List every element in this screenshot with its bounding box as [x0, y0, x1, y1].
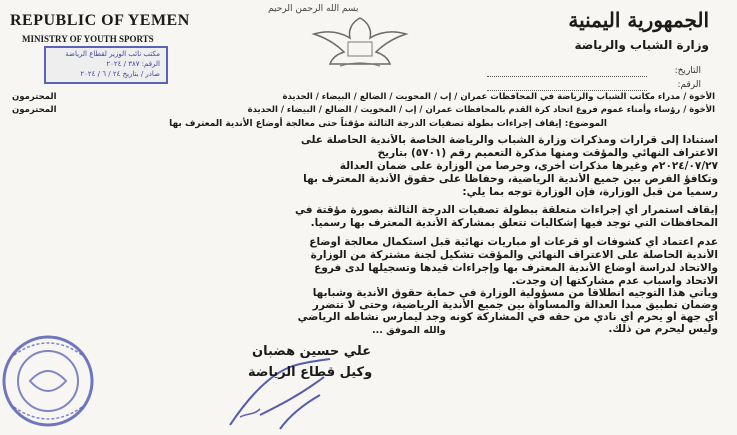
- addressee-row-2: [12, 105, 715, 115]
- number-line: [487, 90, 647, 91]
- signatory-name: علي حسين هضبان: [252, 344, 372, 359]
- official-seal-icon: [0, 325, 105, 433]
- body-line: إيقاف استمرار أي إجراءات متعلقة ببطولة تصفيات الدرجة الثالثة بصورة مؤقتة في: [295, 204, 718, 216]
- basmala: بسم الله الرحمن الرحيم: [268, 4, 359, 14]
- addressee-1-honorific: المحترمون: [12, 92, 57, 102]
- stamp-line-1: مكتب نائب الوزير لقطاع الرياضة: [65, 50, 160, 58]
- subject-line: الموضوع: إيقاف إجراءات بطولة تصفيات الدرجة الثالثة مؤقتاً حتى معالجة أوضاع الأندية المعترف بها: [169, 119, 607, 129]
- body-line: ٢٠٢٤/٠٧/٢٧م وغيرها مذكرات أخرى، وحرصاً من الوزارة على ضمان العدالة: [339, 160, 718, 172]
- body-line: الاتحاد وأسباب عدم مشاركتها إن وجدت.: [511, 275, 718, 287]
- body-line: الأندية الحاصلة على الاعتراف النهائي والمؤقت تشكيل لجنة مشتركة من الوزارة: [310, 249, 718, 261]
- body-line: رسمياً من قبل الوزارة، فإن الوزارة توجه بما يلي:: [462, 186, 718, 198]
- english-ministry-title: MINISTRY OF YOUTH SPORTS: [22, 34, 154, 44]
- addressee-2-honorific: المحترمون: [12, 105, 57, 115]
- body-line: وتكافؤ الفرص بين جميع الأندية الرياضية، وحفاظاً على حقوق الأندية المعترف بها: [303, 173, 718, 185]
- body-line: وليس ليحرم من ذلك.: [608, 323, 718, 335]
- body-line: أي جهة أو يحرم أي نادي من حقه في المشاركة كونه وجد ليمارس نشاطه الرياضي: [297, 311, 718, 323]
- body-line: المحافظات التي توجد فيها إشكاليات تتعلق بمشاركة الأندية المعترف بها رسمياً.: [310, 217, 718, 229]
- addressee-row-1: [12, 92, 715, 102]
- body-line: عدم اعتماد أي كشوفات أو قرعات أو مباريات نهائية قبل استكمال معالجة أوضاع: [309, 236, 718, 248]
- english-country-title: REPUBLIC OF YEMEN: [10, 12, 190, 29]
- number-label: الرقم:: [677, 80, 701, 90]
- arabic-country-title: الجمهورية اليمنية: [568, 8, 709, 32]
- eagle-emblem-icon: [300, 12, 420, 70]
- closing-phrase: والله الموفق ...: [372, 325, 446, 336]
- stamp-line-3: صادر / بتاريخ ٢٤ / ٦ / ٢٠٢٤: [80, 70, 160, 78]
- date-line: [487, 76, 647, 77]
- stamp-line-2: الرقم: ٣٨٧ / ٢٠٢٤: [106, 60, 160, 68]
- body-line: استناداً إلى قرارات ومذكرات وزارة الشباب والرياضة الخاصة بالأندية الحاصلة على: [300, 134, 718, 146]
- addressee-2-text: الأخوة / رؤساء وأمناء عموم فروع اتحاد كرة القدم بالمحافظات عمران / إب / المحويت / الضالع / البيضاء / الحديدة: [247, 105, 715, 115]
- body-line: وضمان تطبيق مبدأ العدالة والمساواة بين جميع الأندية الرياضية، وحتى لا تتضرر: [312, 299, 718, 311]
- date-label: التاريخ:: [674, 66, 701, 76]
- body-line: الاعتراف النهائي والمؤقت ومنها مذكرة التعميم رقم (٥٧٠١) بتاريخ: [377, 147, 718, 159]
- incoming-stamp: [44, 46, 168, 84]
- body-line: والاتحاد لدراسة أوضاع الأندية المعترف بها وإجراءات قيدها وتسجيلها لدى فروع: [314, 262, 718, 274]
- arabic-ministry-title: وزارة الشباب والرياضة: [574, 38, 709, 52]
- body-line: ويأتي هذا التوجيه انطلاقاً من مسؤولية الوزارة في حماية حقوق الأندية وشبابها: [312, 287, 718, 299]
- addressee-1-text: الأخوة / مدراء مكاتب الشباب والرياضة في المحافظات عمران / إب / المحويت / الضالع / البيضاء / الحديدة: [282, 92, 715, 102]
- signatory-title: وكيل قطاع الرياضة: [248, 365, 373, 380]
